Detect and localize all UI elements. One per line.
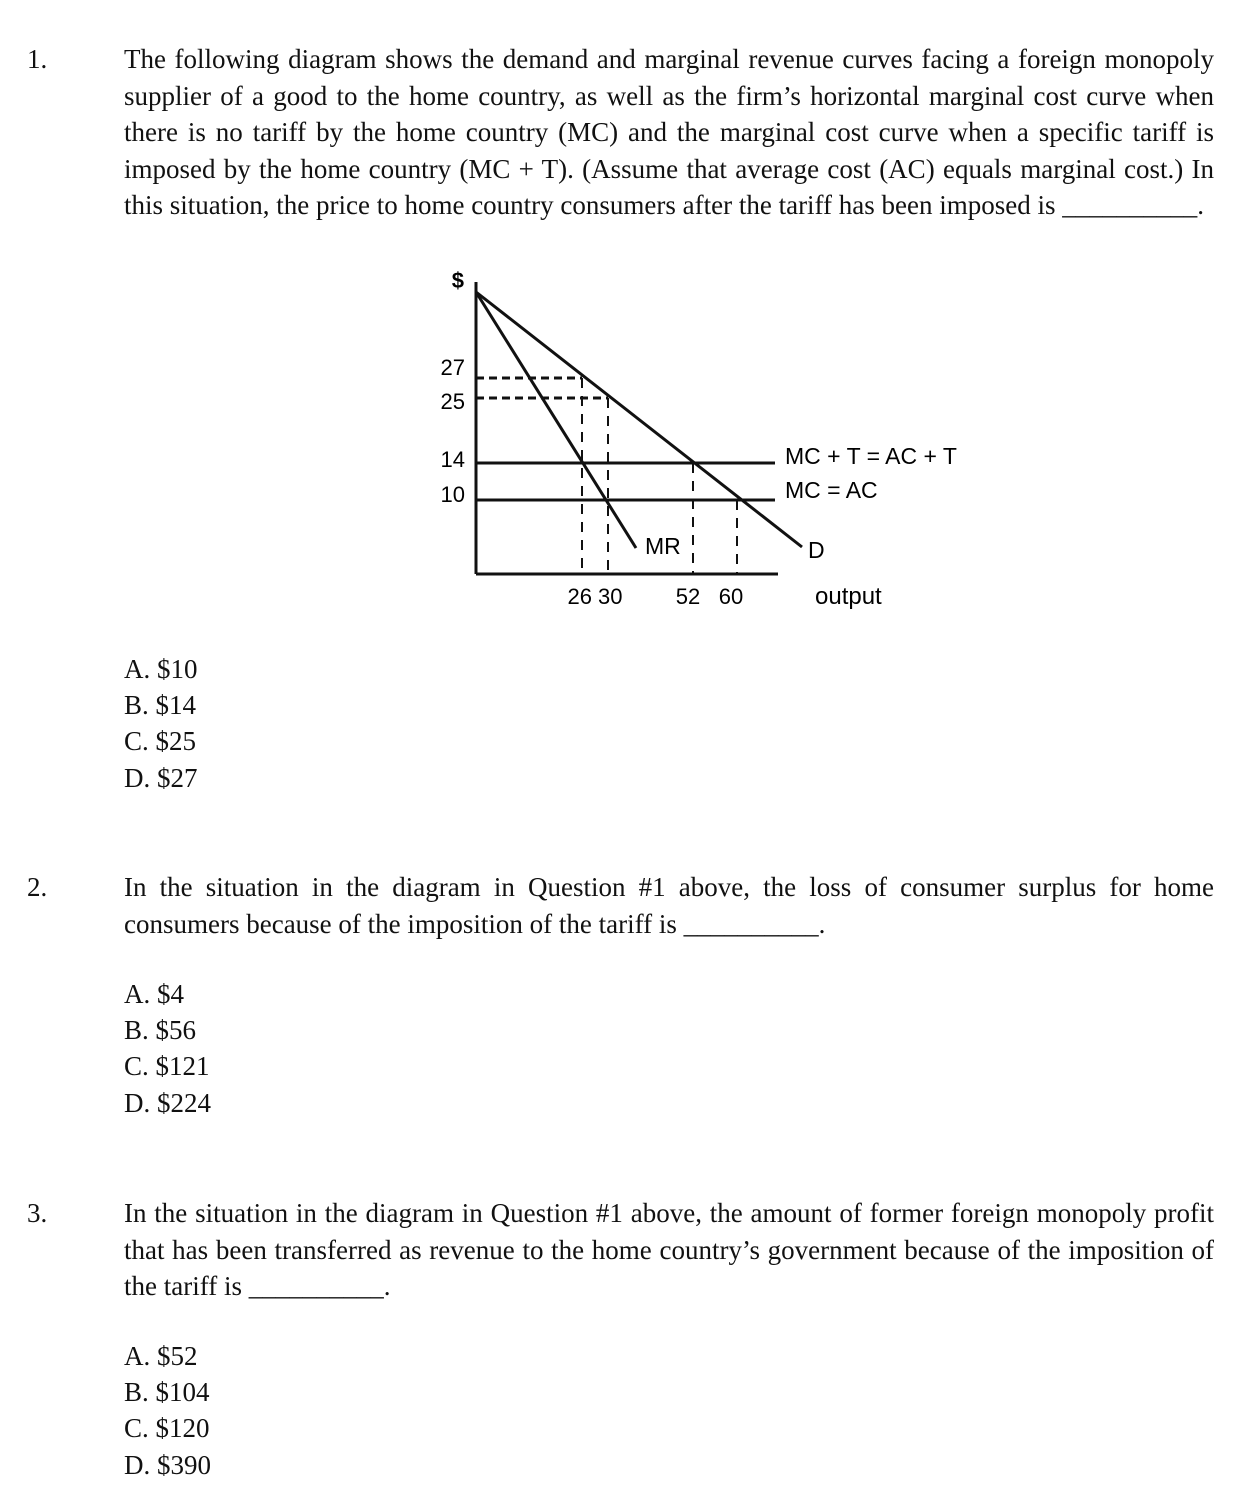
mc-plus-tariff-label: MC + T = AC + T bbox=[785, 443, 957, 469]
mr-label: MR bbox=[645, 533, 681, 559]
question-2-blank: __________. bbox=[683, 908, 826, 939]
question-2-number: 2. bbox=[27, 872, 48, 902]
question-1-blank: __________. bbox=[1062, 190, 1205, 220]
mc-label: MC = AC bbox=[785, 477, 878, 503]
monopoly-tariff-diagram bbox=[440, 262, 960, 622]
question-2-choice-c[interactable]: C. $121 bbox=[124, 1051, 210, 1082]
question-2-choices bbox=[124, 976, 211, 1121]
question-1-choice-b[interactable]: B. $14 bbox=[124, 690, 197, 721]
x-axis-label: output bbox=[815, 583, 882, 610]
question-3-blank: __________. bbox=[248, 1271, 391, 1301]
question-3-number: 3. bbox=[27, 1198, 48, 1228]
question-3-choice-d[interactable]: D. $390 bbox=[124, 1449, 211, 1480]
y-tick-10: 10 bbox=[440, 482, 465, 507]
question-3-prompt: In the situation in the diagram in Question #1 above, the amount of former foreign monopoly profit that has been transferred as revenue to the home country’s government because of the imposition of the tariff is bbox=[124, 1198, 1214, 1301]
x-tick-60: 60 bbox=[718, 584, 744, 609]
mr-curve bbox=[476, 292, 636, 548]
x-tick-26-30: 26 30 bbox=[567, 584, 623, 609]
question-2-prompt: In the situation in the diagram in Question #1 above, the loss of consumer surplus for home consumers because of the imposition of the tariff is bbox=[124, 872, 1214, 939]
question-3-choice-c[interactable]: C. $120 bbox=[124, 1413, 210, 1444]
question-3-choice-b[interactable]: B. $104 bbox=[124, 1377, 210, 1408]
demand-label: D bbox=[808, 537, 825, 563]
question-1-prompt: The following diagram shows the demand and marginal revenue curves facing a foreign monopoly supplier of a good to the home country, as well as the firm’s horizontal marginal cost curve when there is no tariff by the home country (MC) and the marginal cost curve when a specific tariff is imposed by the home country (MC + T). (Assume that average cost (AC) equals marginal cost.) In this situation, the price to home country consumers after the tariff has been imposed is bbox=[124, 44, 1214, 220]
question-1-choice-c[interactable]: C. $25 bbox=[124, 726, 197, 757]
y-axis-label: $ bbox=[451, 268, 464, 293]
question-3-text bbox=[124, 1195, 1214, 1305]
question-2-choice-b[interactable]: B. $56 bbox=[124, 1015, 197, 1046]
question-1-choice-a[interactable]: A. $10 bbox=[124, 654, 198, 684]
question-1-text bbox=[124, 41, 1214, 224]
x-tick-52: 52 bbox=[675, 584, 701, 609]
y-tick-14: 14 bbox=[440, 447, 465, 472]
demand-curve bbox=[476, 292, 802, 547]
question-2-text bbox=[124, 869, 1214, 942]
question-3-choices bbox=[124, 1338, 211, 1483]
y-tick-27: 27 bbox=[440, 355, 465, 380]
question-2-choice-d[interactable]: D. $224 bbox=[124, 1087, 211, 1118]
question-1-choice-d[interactable]: D. $27 bbox=[124, 762, 198, 793]
question-3-choice-a[interactable]: A. $52 bbox=[124, 1341, 198, 1371]
y-tick-25: 25 bbox=[440, 389, 465, 414]
question-1-number: 1. bbox=[27, 44, 48, 74]
question-1-choices bbox=[124, 651, 198, 796]
question-2-choice-a[interactable]: A. $4 bbox=[124, 979, 184, 1009]
